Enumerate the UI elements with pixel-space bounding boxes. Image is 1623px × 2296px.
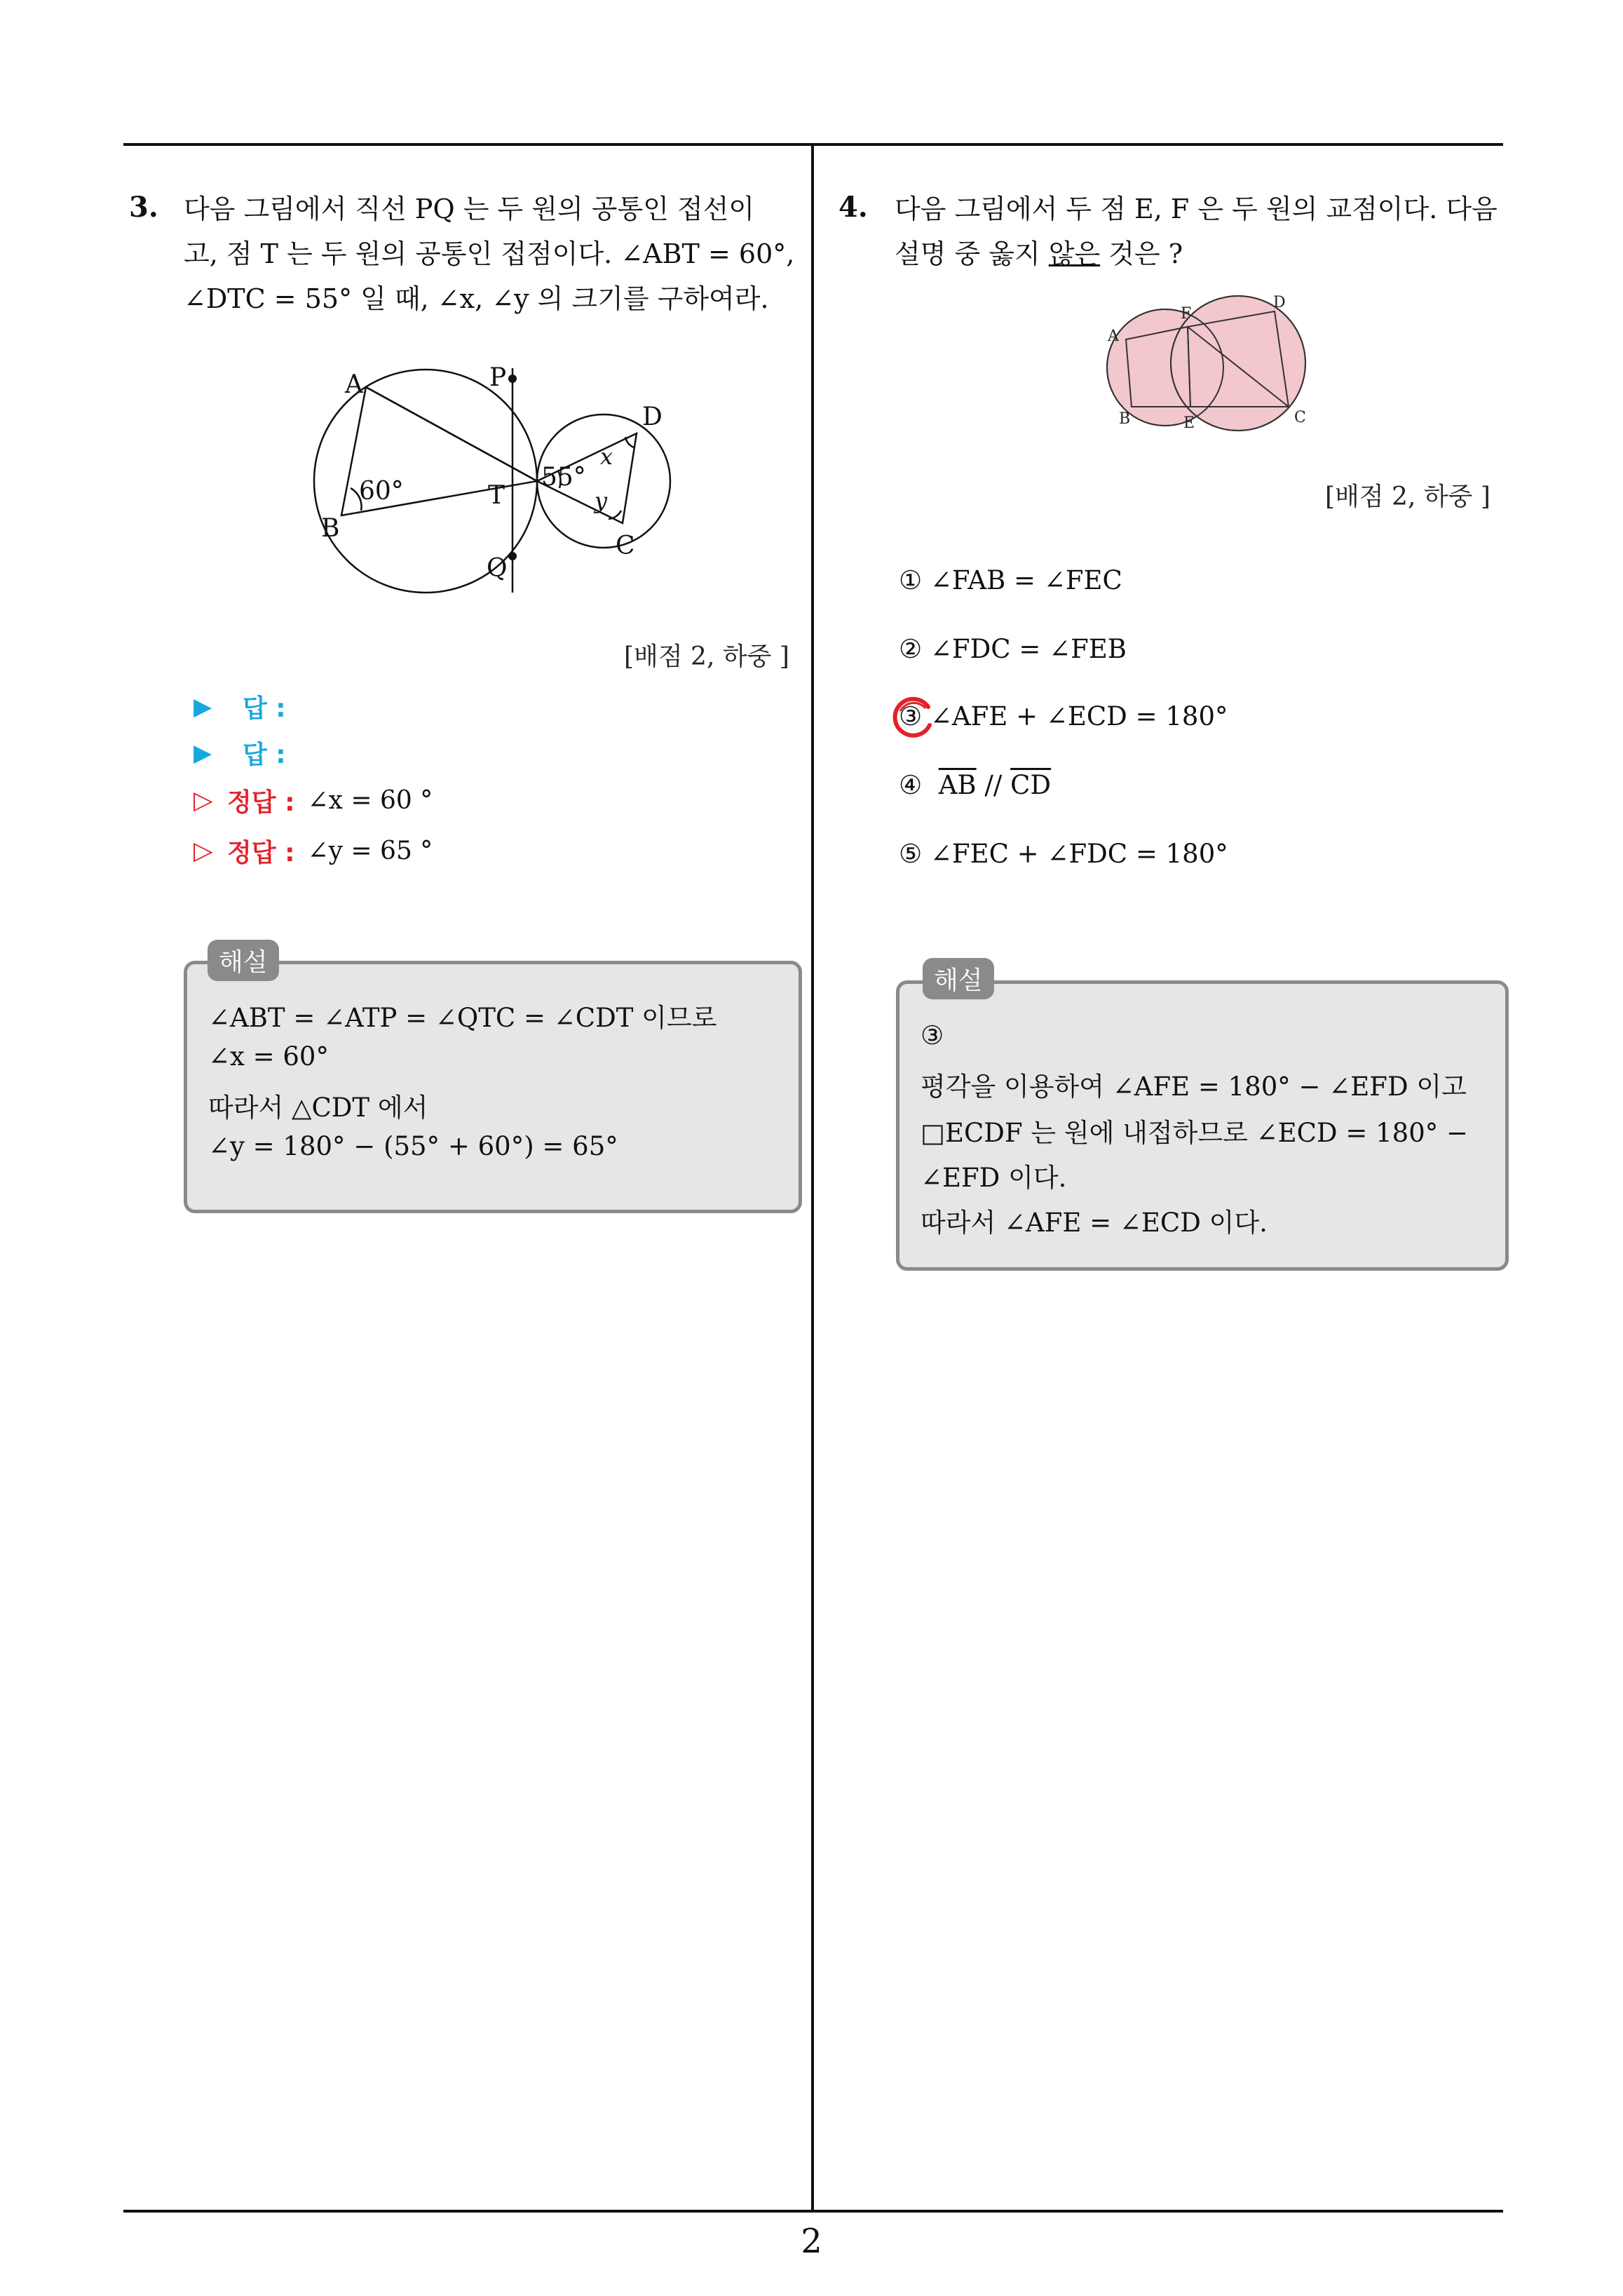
label-b: B — [1119, 410, 1131, 428]
question-4-text — [895, 187, 1498, 276]
label-f: F — [1181, 305, 1192, 323]
label-p: P — [489, 363, 507, 392]
explanation-line: ∠y = 180° − (55° + 60°) = 65° — [208, 1131, 618, 1161]
angle-60-label: 60° — [359, 477, 404, 506]
segment-ab: $\overline{AB}$ — [938, 770, 977, 800]
explanation-line: ∠x = 60° — [208, 1041, 329, 1072]
explanation-line: 평각을 이용하여 ∠AFE = 180° − ∠EFD 이고 — [921, 1072, 1467, 1102]
explanation-line: 따라서 △CDT 에서 — [208, 1093, 428, 1123]
question-3-line-3: ∠DTC = 55° 일 때, ∠x, ∠y 의 크기를 구하여라. — [184, 283, 769, 314]
choice-4[interactable]: ④ $\overline{AB} // \overline{CD}$ — [899, 770, 1052, 800]
question-4-diagram — [1101, 293, 1318, 433]
answer-label: 답 : — [243, 741, 286, 769]
correct-answer-label: 정답 : — [227, 788, 295, 817]
filled-triangle-icon: ▶ — [193, 738, 212, 767]
question-3-number: 3. — [129, 191, 158, 224]
question-4-line-1: 다음 그림에서 두 점 E, F 은 두 원의 교점이다. 다음 — [895, 194, 1498, 224]
angle-55-label: 55° — [541, 463, 586, 492]
answer-mark-circle-icon — [890, 694, 937, 741]
explanation-line: ∠ABT = ∠ATP = ∠QTC = ∠CDT 이므로 — [208, 1003, 717, 1033]
label-c: C — [1294, 409, 1306, 426]
explanation-line: ③ — [921, 1020, 944, 1051]
explanation-tag-q4: 해설 — [923, 958, 994, 999]
bottom-rule — [123, 2210, 1503, 2213]
explanation-box-q4 — [896, 980, 1509, 1271]
question-3-text — [184, 187, 794, 321]
explanation-tag-q3: 해설 — [208, 940, 279, 981]
choice-3[interactable]: ③ ∠AFE + ∠ECD = 180° — [899, 701, 1228, 731]
label-t: T — [488, 481, 505, 510]
column-divider — [811, 143, 814, 2213]
label-e: E — [1183, 414, 1195, 432]
correct-answer-label: 정답 : — [227, 839, 295, 867]
question-4-number: 4. — [838, 191, 868, 224]
var-x-label: x — [600, 443, 613, 470]
open-triangle-icon: ▷ — [193, 786, 213, 815]
choice-1[interactable]: ① ∠FAB = ∠FEC — [899, 565, 1122, 595]
question-3-score: [배점 2, 하중 ] — [624, 642, 789, 671]
choice-2[interactable]: ② ∠FDC = ∠FEB — [899, 634, 1127, 664]
question-4-score: [배점 2, 하중 ] — [1325, 482, 1490, 511]
correct-answer-value: ∠y = 65 ° — [307, 837, 433, 865]
open-triangle-icon: ▷ — [193, 837, 213, 865]
angle-x-arc — [625, 437, 634, 447]
question-3-line-2: 고, 점 T 는 두 원의 공통인 접점이다. ∠ABT = 60°, — [184, 238, 795, 269]
explanation-box-q3 — [184, 961, 802, 1213]
explanation-line: □ECDF 는 원에 내접하므로 ∠ECD = 180° − — [921, 1118, 1468, 1148]
question-3-diagram — [308, 351, 673, 603]
correct-answer-row-1 — [193, 783, 433, 818]
correct-answer-row-2 — [193, 833, 433, 869]
segment-cd: $\overline{CD}$ — [1010, 770, 1052, 800]
label-a: A — [345, 370, 363, 399]
label-q: Q — [487, 554, 508, 583]
choice-5[interactable]: ⑤ ∠FEC + ∠FDC = 180° — [899, 839, 1228, 869]
explanation-line: 따라서 ∠AFE = ∠ECD 이다. — [921, 1208, 1268, 1238]
point-q-dot — [508, 552, 517, 560]
answer-row-2 — [193, 735, 299, 771]
label-d: D — [642, 403, 663, 431]
explanation-line: ∠EFD 이다. — [921, 1163, 1067, 1193]
correct-answer-value: ∠x = 60 ° — [307, 786, 433, 815]
point-p-dot — [508, 374, 517, 383]
answer-row-1 — [193, 689, 299, 724]
page-number: 2 — [801, 2222, 822, 2261]
question-3-line-1: 다음 그림에서 직선 PQ 는 두 원의 공통인 접선이 — [184, 194, 755, 224]
label-b: B — [321, 514, 340, 543]
answer-label: 답 : — [243, 694, 286, 723]
filled-triangle-icon: ▶ — [193, 692, 212, 721]
label-a: A — [1108, 327, 1119, 345]
label-d: D — [1273, 294, 1286, 311]
label-c: C — [616, 532, 635, 560]
var-y-label: y — [595, 487, 608, 514]
underlined-word: 않은 — [1048, 238, 1101, 269]
question-4-line-2: 설명 중 옳지 않은 것은 ? — [895, 238, 1183, 269]
